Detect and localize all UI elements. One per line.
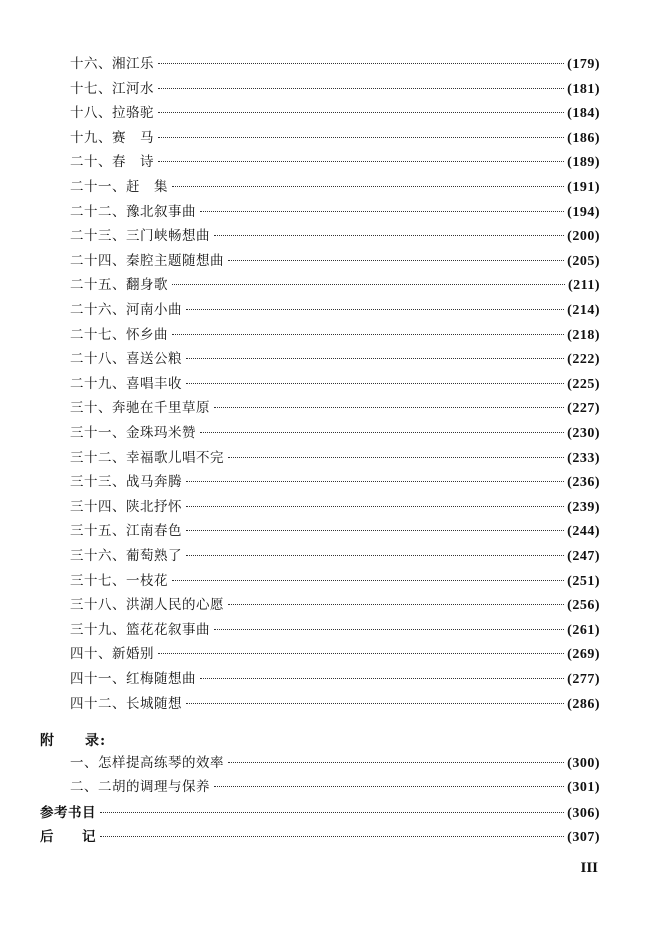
appendix-heading: 附 录: <box>40 733 107 749</box>
toc-entry-page: (306) <box>567 806 600 821</box>
dot-leader <box>100 835 564 837</box>
toc-entry-title: 二十、春 诗 <box>70 154 154 171</box>
toc-entry[interactable] <box>70 776 600 798</box>
toc-entry-page: (218) <box>567 327 600 343</box>
dot-leader <box>228 259 564 261</box>
toc-entry-title: 十八、拉骆驼 <box>70 105 154 122</box>
toc-entry[interactable] <box>70 78 600 100</box>
toc-entry-page: (286) <box>567 696 600 712</box>
toc-entry-page: (191) <box>567 180 600 195</box>
toc-entry[interactable] <box>70 324 600 346</box>
toc-entry-page: (244) <box>567 524 600 540</box>
dot-leader <box>172 283 565 285</box>
toc-entry[interactable] <box>70 693 600 715</box>
dot-leader <box>228 603 564 605</box>
toc-entry-title: 二十四、秦腔主题随想曲 <box>70 252 224 269</box>
toc-entry-page: (186) <box>567 130 600 146</box>
toc-entry-title: 十九、赛 马 <box>70 129 154 146</box>
toc-entry[interactable] <box>70 373 600 395</box>
toc-entry[interactable] <box>70 520 600 542</box>
dot-leader <box>158 136 564 138</box>
toc-entry[interactable] <box>70 447 600 469</box>
toc-entry-page: (194) <box>567 204 600 220</box>
toc-entry-page: (251) <box>567 573 600 589</box>
toc-entry-page: (233) <box>567 450 600 466</box>
dot-leader <box>186 308 564 310</box>
dot-leader <box>158 87 564 89</box>
toc-entry[interactable] <box>70 225 600 247</box>
toc-entry-page: (230) <box>567 426 600 441</box>
toc-entry-title: 二十九、喜唱丰收 <box>70 375 182 392</box>
toc-entry[interactable] <box>70 570 600 592</box>
toc-entry[interactable] <box>70 102 600 124</box>
toc-entry-title: 二十七、怀乡曲 <box>70 326 168 343</box>
dot-leader <box>100 811 564 813</box>
toc-entry-title: 二十二、豫北叙事曲 <box>70 203 196 220</box>
dot-leader <box>214 406 564 408</box>
toc-entry-title: 十六、湘江乐 <box>70 56 154 72</box>
toc-entry-title: 三十五、江南春色 <box>70 523 182 540</box>
dot-leader <box>158 652 564 654</box>
toc-entry-title: 参考书目 <box>40 805 96 821</box>
toc-entry-page: (227) <box>567 401 600 417</box>
dot-leader <box>214 785 564 787</box>
toc-entry-page: (301) <box>567 780 600 795</box>
toc-entry[interactable] <box>70 594 600 616</box>
toc-entry-title: 三十七、一枝花 <box>70 572 168 589</box>
toc-entry[interactable] <box>70 545 600 567</box>
toc-entry[interactable] <box>70 201 600 223</box>
toc-entry-title: 三十六、葡萄熟了 <box>70 548 182 564</box>
toc-entry-page: (277) <box>567 672 600 687</box>
dot-leader <box>186 505 564 507</box>
page-number: III <box>580 860 598 876</box>
dot-leader <box>200 210 564 212</box>
toc-entry-title: 二十五、翻身歌 <box>70 277 168 294</box>
toc-entry-title: 三十八、洪湖人民的心愿 <box>70 597 224 614</box>
dot-leader <box>186 357 564 359</box>
dot-leader <box>172 579 564 581</box>
toc-entry-page: (189) <box>567 155 600 171</box>
dot-leader <box>214 628 564 630</box>
toc-entry-page: (300) <box>567 756 600 771</box>
toc-entry-title: 四十、新婚别 <box>70 646 154 663</box>
toc-entry-title: 二十一、赶 集 <box>70 179 168 195</box>
dot-leader <box>186 529 564 531</box>
toc-entry-title: 二十六、河南小曲 <box>70 302 182 318</box>
dot-leader <box>186 480 564 482</box>
toc-entry-title: 十七、江河水 <box>70 80 154 97</box>
toc-entry-page: (214) <box>567 303 600 318</box>
toc-entry-page: (184) <box>567 106 600 122</box>
toc-entry[interactable] <box>70 176 600 198</box>
toc-entry-title: 四十一、红梅随想曲 <box>70 671 196 687</box>
toc-entry[interactable] <box>70 151 600 173</box>
dot-leader <box>186 382 564 384</box>
toc-entry-title: 四十二、长城随想 <box>70 695 182 712</box>
toc-entry[interactable] <box>40 802 600 824</box>
toc-entry-page: (236) <box>567 475 600 491</box>
dot-leader <box>158 111 564 113</box>
toc-entry-page: (179) <box>567 57 600 72</box>
dot-leader <box>228 761 564 763</box>
toc-entry-page: (261) <box>567 622 600 638</box>
toc-entry[interactable] <box>40 826 600 848</box>
toc-entry[interactable] <box>70 53 600 75</box>
toc-entry[interactable] <box>70 299 600 321</box>
dot-leader <box>158 160 564 162</box>
toc-entry-page: (247) <box>567 549 600 564</box>
toc-entry[interactable] <box>70 397 600 419</box>
toc-entry-page: (225) <box>567 376 600 392</box>
toc-entry[interactable] <box>70 619 600 641</box>
toc-entry-title: 二十三、三门峡畅想曲 <box>70 228 210 245</box>
toc-entry-title: 三十九、篮花花叙事曲 <box>70 621 210 638</box>
toc-entry-page: (200) <box>567 229 600 245</box>
toc-entry[interactable] <box>70 127 600 149</box>
toc-entry-page: (269) <box>567 647 600 663</box>
toc-entry-page: (239) <box>567 499 600 515</box>
toc-entry[interactable] <box>70 250 600 272</box>
dot-leader <box>228 456 564 458</box>
dot-leader <box>172 185 564 187</box>
toc-entry[interactable] <box>70 496 600 518</box>
toc-entry-title: 三十四、陕北抒怀 <box>70 498 182 515</box>
toc-entry-title: 后 记 <box>40 829 96 845</box>
dot-leader <box>200 677 564 679</box>
toc-entry[interactable] <box>70 422 600 444</box>
toc-entry-title: 二、二胡的调理与保养 <box>70 779 210 795</box>
toc-entry-page: (205) <box>567 253 600 269</box>
dot-leader <box>186 702 564 704</box>
toc-entry-page: (222) <box>567 352 600 368</box>
dot-leader <box>158 62 564 64</box>
toc-entry[interactable] <box>70 348 600 370</box>
toc-entry-title: 二十八、喜送公粮 <box>70 351 182 368</box>
toc-entry-page: (307) <box>567 830 600 845</box>
toc-entry[interactable] <box>70 274 600 296</box>
toc-entry-title: 三十二、幸福歌儿唱不完 <box>70 449 224 466</box>
toc-entry-page: (211) <box>567 278 600 294</box>
toc-entry[interactable] <box>70 471 600 493</box>
dot-leader <box>172 333 564 335</box>
toc-entry-title: 三十一、金珠玛米赞 <box>70 425 196 441</box>
toc-entry-title: 三十、奔驰在千里草原 <box>70 400 210 417</box>
toc-entry-page: (181) <box>567 81 600 97</box>
dot-leader <box>186 554 564 556</box>
toc-entry-title: 一、怎样提高练琴的效率 <box>70 755 224 771</box>
toc-entry[interactable] <box>70 668 600 690</box>
toc-entry[interactable] <box>70 752 600 774</box>
dot-leader <box>200 431 564 433</box>
toc-entry-title: 三十三、战马奔腾 <box>70 474 182 491</box>
dot-leader <box>214 234 564 236</box>
toc-entry[interactable] <box>70 643 600 665</box>
toc-entry-page: (256) <box>567 598 600 614</box>
